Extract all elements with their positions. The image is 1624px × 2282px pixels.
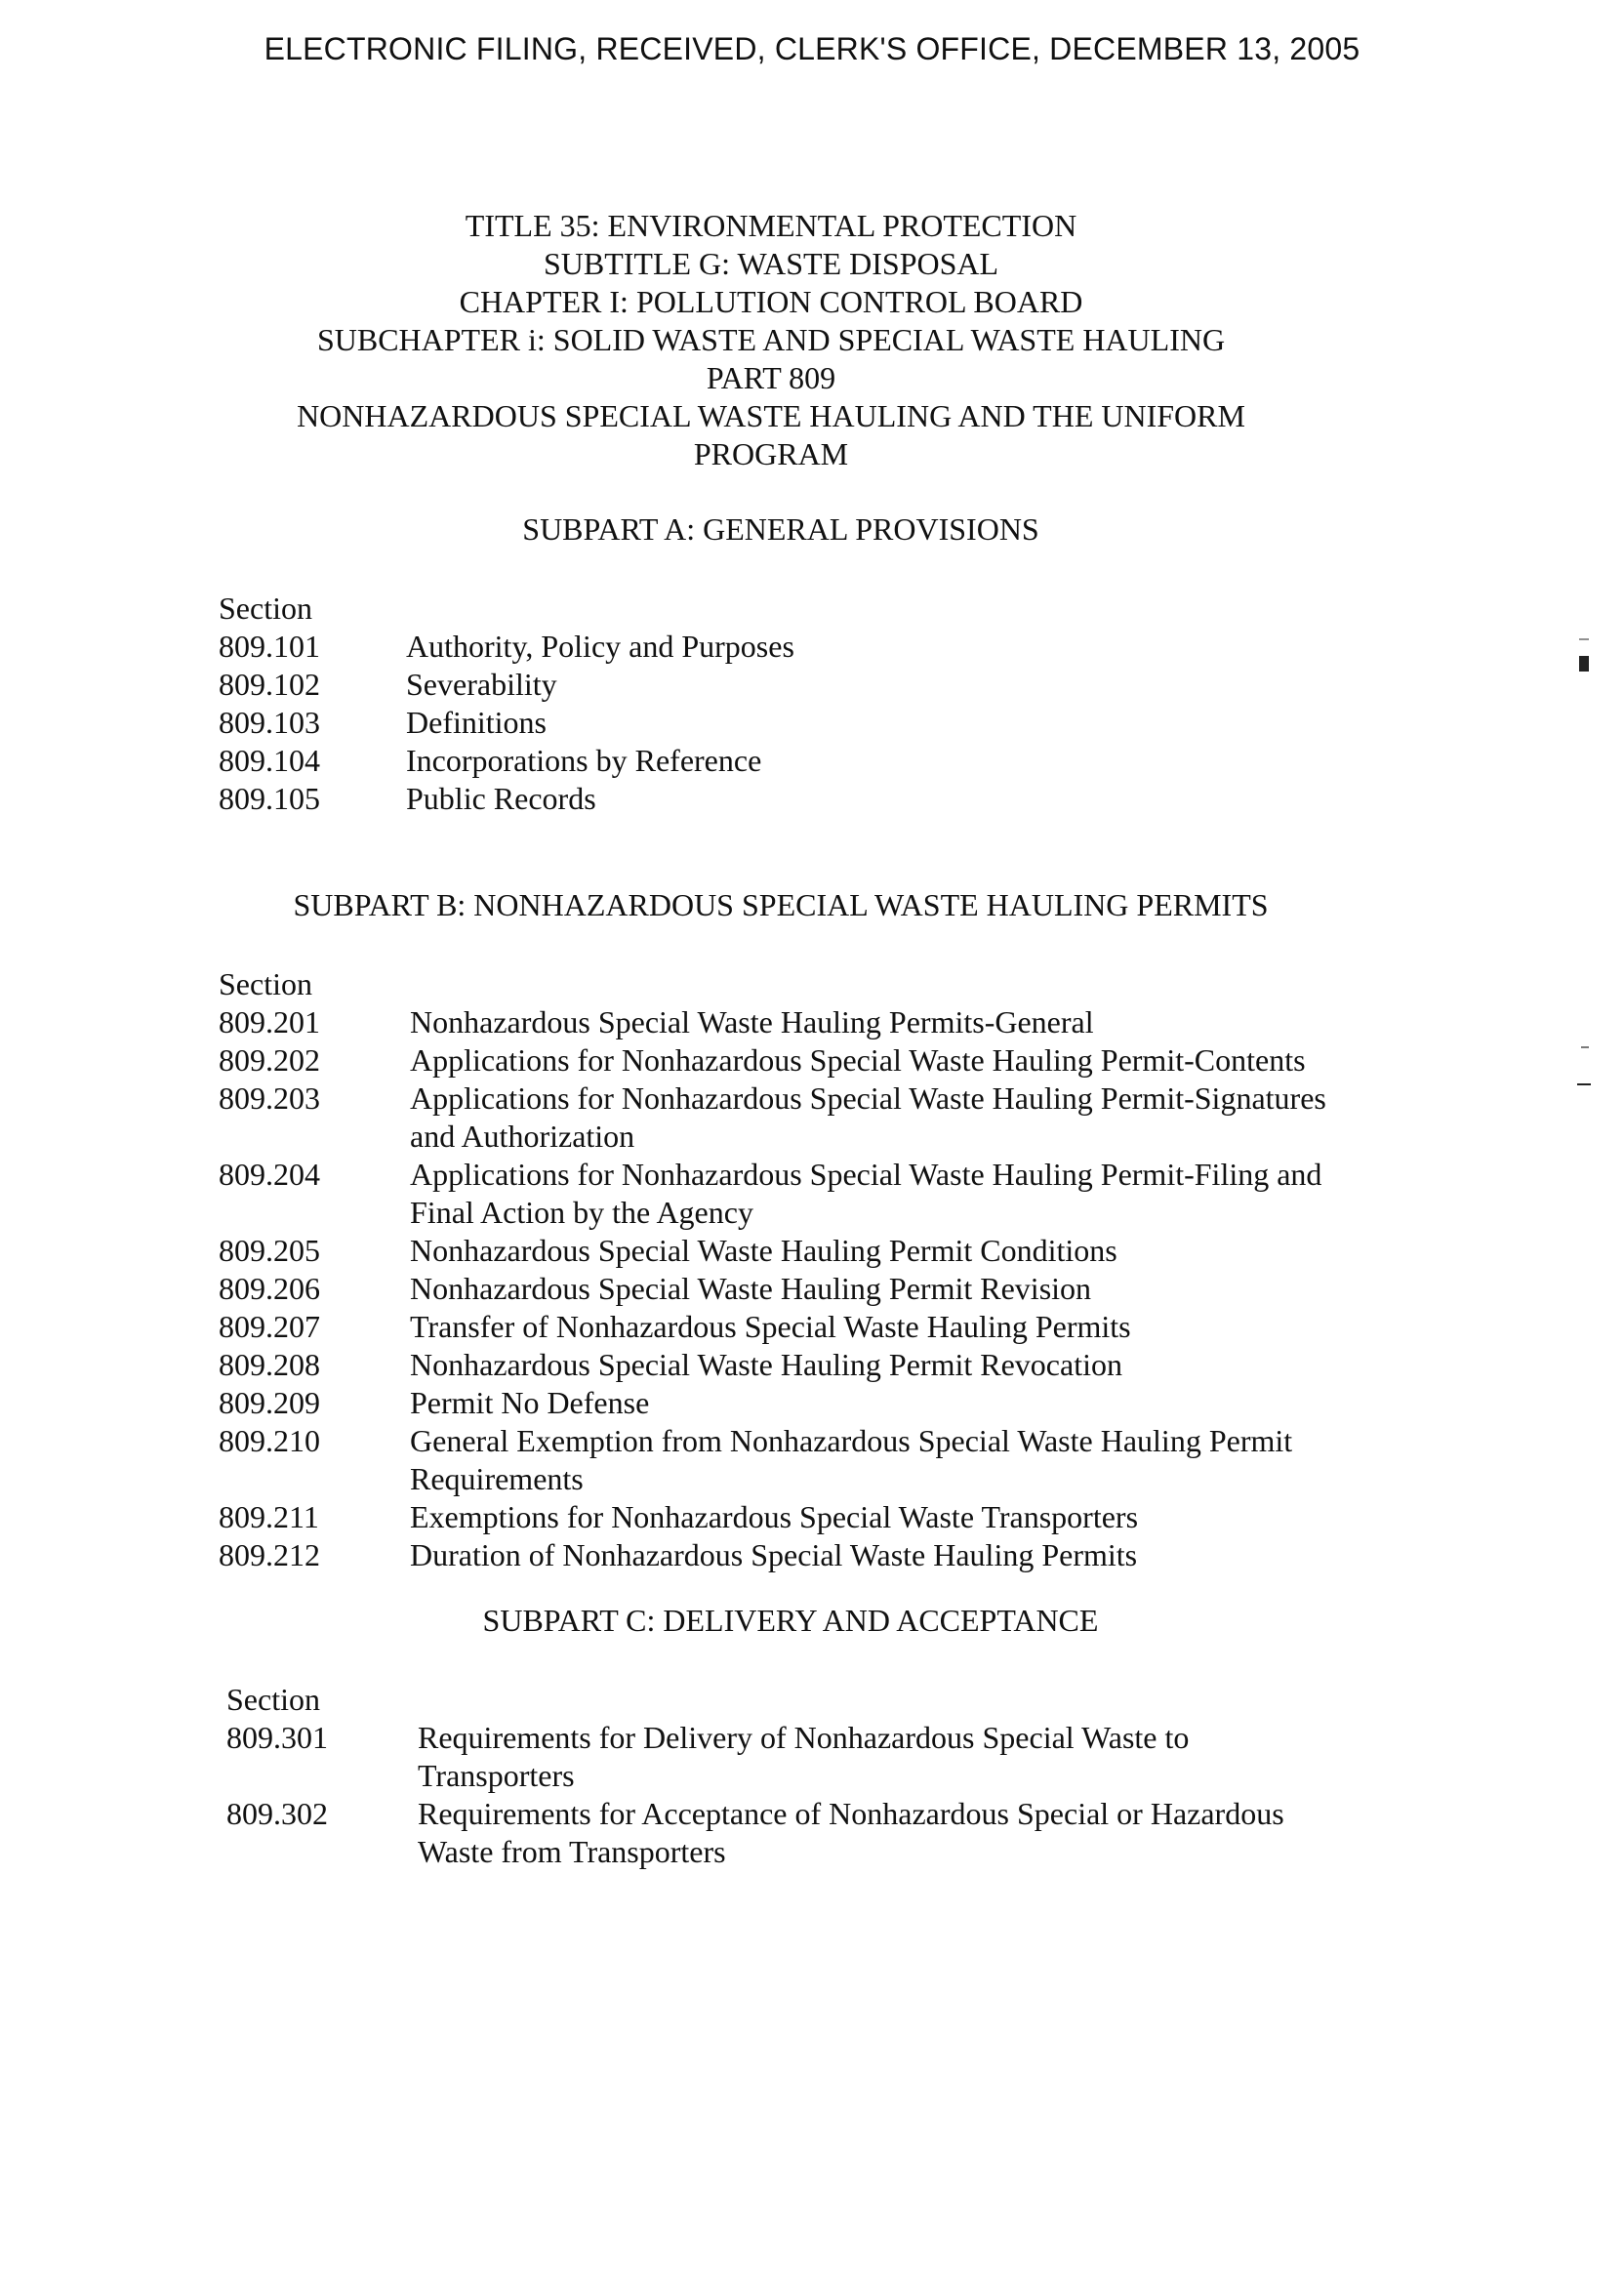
section-entry bbox=[219, 1156, 1357, 1232]
section-column-label: Section bbox=[219, 966, 312, 1001]
section-column-label: Section bbox=[219, 591, 312, 626]
section-entry bbox=[219, 1384, 1357, 1422]
scan-artifact bbox=[1579, 656, 1589, 672]
section-number: 809.302 bbox=[226, 1796, 328, 1831]
section-number: 809.104 bbox=[219, 743, 320, 778]
subpart-a-title: SUBPART A: GENERAL PROVISIONS bbox=[522, 511, 1039, 547]
section-number: 809.204 bbox=[219, 1157, 320, 1192]
scan-artifact bbox=[1577, 1083, 1591, 1085]
section-entry bbox=[219, 780, 1089, 818]
section-number: 809.203 bbox=[219, 1080, 320, 1116]
section-number: 809.102 bbox=[219, 667, 320, 702]
section-title: Duration of Nonhazardous Special Waste Hauling Permits bbox=[410, 1537, 1138, 1572]
section-entry bbox=[219, 1232, 1357, 1270]
section-number: 809.210 bbox=[219, 1423, 320, 1458]
section-title: Permit No Defense bbox=[410, 1385, 650, 1420]
section-title: Authority, Policy and Purposes bbox=[406, 629, 794, 664]
section-entry bbox=[219, 666, 1089, 704]
scan-artifact bbox=[1579, 638, 1589, 640]
section-title: Severability bbox=[406, 667, 557, 702]
section-entry bbox=[219, 704, 1089, 742]
section-entry bbox=[219, 628, 1089, 666]
section-title: Requirements for Delivery of Nonhazardous Special Waste to Transporters bbox=[418, 1720, 1190, 1793]
section-number: 809.211 bbox=[219, 1499, 319, 1534]
part-line: PART 809 bbox=[706, 360, 836, 395]
section-title: Requirements for Acceptance of Nonhazardous Special or Hazardous Waste from Transporters bbox=[418, 1796, 1284, 1869]
section-title: Incorporations by Reference bbox=[406, 743, 762, 778]
section-entry bbox=[219, 1270, 1357, 1308]
section-number: 809.206 bbox=[219, 1271, 320, 1306]
section-entry bbox=[219, 1536, 1357, 1574]
section-entry bbox=[219, 1041, 1357, 1080]
section-entry bbox=[219, 1422, 1357, 1498]
section-entry bbox=[219, 1003, 1357, 1041]
document-heading bbox=[176, 207, 1366, 473]
subpart-b-section-list bbox=[219, 965, 1357, 1574]
section-title: Transfer of Nonhazardous Special Waste Hauling Permits bbox=[410, 1309, 1131, 1344]
section-entry bbox=[226, 1719, 1325, 1795]
section-title: Applications for Nonhazardous Special Waste Hauling Permit-Filing and Final Action by the Agency bbox=[410, 1157, 1322, 1230]
section-entry bbox=[219, 1308, 1357, 1346]
section-title: Definitions bbox=[406, 705, 547, 740]
scan-artifact bbox=[1581, 1046, 1589, 1048]
section-title: General Exemption from Nonhazardous Special Waste Hauling Permit Requirements bbox=[410, 1423, 1293, 1496]
section-title: Public Records bbox=[406, 781, 596, 816]
section-title: Exemptions for Nonhazardous Special Waste Transporters bbox=[410, 1499, 1139, 1534]
section-number: 809.209 bbox=[219, 1385, 320, 1420]
section-title: Nonhazardous Special Waste Hauling Permit Revision bbox=[410, 1271, 1092, 1306]
section-number: 809.201 bbox=[219, 1004, 320, 1039]
section-number: 809.105 bbox=[219, 781, 320, 816]
subchapter-line: SUBCHAPTER i: SOLID WASTE AND SPECIAL WASTE HAULING bbox=[316, 322, 1226, 357]
subtitle-line: SUBTITLE G: WASTE DISPOSAL bbox=[543, 246, 999, 281]
section-title: Nonhazardous Special Waste Hauling Permit Conditions bbox=[410, 1233, 1117, 1268]
title-line: TITLE 35: ENVIRONMENTAL PROTECTION bbox=[465, 208, 1077, 243]
section-number: 809.101 bbox=[219, 629, 320, 664]
section-entry bbox=[219, 1080, 1357, 1156]
section-entry bbox=[219, 742, 1089, 780]
section-number: 809.103 bbox=[219, 705, 320, 740]
section-entry bbox=[226, 1795, 1325, 1871]
part-name-line: NONHAZARDOUS SPECIAL WASTE HAULING AND THE UNIFORM bbox=[297, 398, 1245, 433]
chapter-line: CHAPTER I: POLLUTION CONTROL BOARD bbox=[459, 284, 1083, 319]
subpart-c-title: SUBPART C: DELIVERY AND ACCEPTANCE bbox=[482, 1603, 1099, 1638]
section-title: Applications for Nonhazardous Special Waste Hauling Permit-Contents bbox=[410, 1042, 1306, 1078]
section-number: 809.207 bbox=[219, 1309, 320, 1344]
section-title: Applications for Nonhazardous Special Waste Hauling Permit-Signatures and Authorization bbox=[410, 1080, 1326, 1154]
section-entry bbox=[219, 1498, 1357, 1536]
subpart-b-title: SUBPART B: NONHAZARDOUS SPECIAL WASTE HAULING PERMITS bbox=[293, 887, 1269, 922]
section-title: Nonhazardous Special Waste Hauling Permits-General bbox=[410, 1004, 1094, 1039]
filing-stamp: ELECTRONIC FILING, RECEIVED, CLERK'S OFFICE, DECEMBER 13, 2005 bbox=[264, 31, 1360, 66]
subpart-a-section-list bbox=[219, 590, 1089, 818]
section-number: 809.212 bbox=[219, 1537, 320, 1572]
section-number: 809.202 bbox=[219, 1042, 320, 1078]
section-number: 809.208 bbox=[219, 1347, 320, 1382]
section-title: Nonhazardous Special Waste Hauling Permit Revocation bbox=[410, 1347, 1122, 1382]
section-number: 809.301 bbox=[226, 1720, 328, 1755]
section-entry bbox=[219, 1346, 1357, 1384]
part-name-line: PROGRAM bbox=[693, 436, 849, 471]
section-column-label: Section bbox=[226, 1682, 320, 1717]
subpart-c-section-list bbox=[226, 1681, 1325, 1871]
section-number: 809.205 bbox=[219, 1233, 320, 1268]
